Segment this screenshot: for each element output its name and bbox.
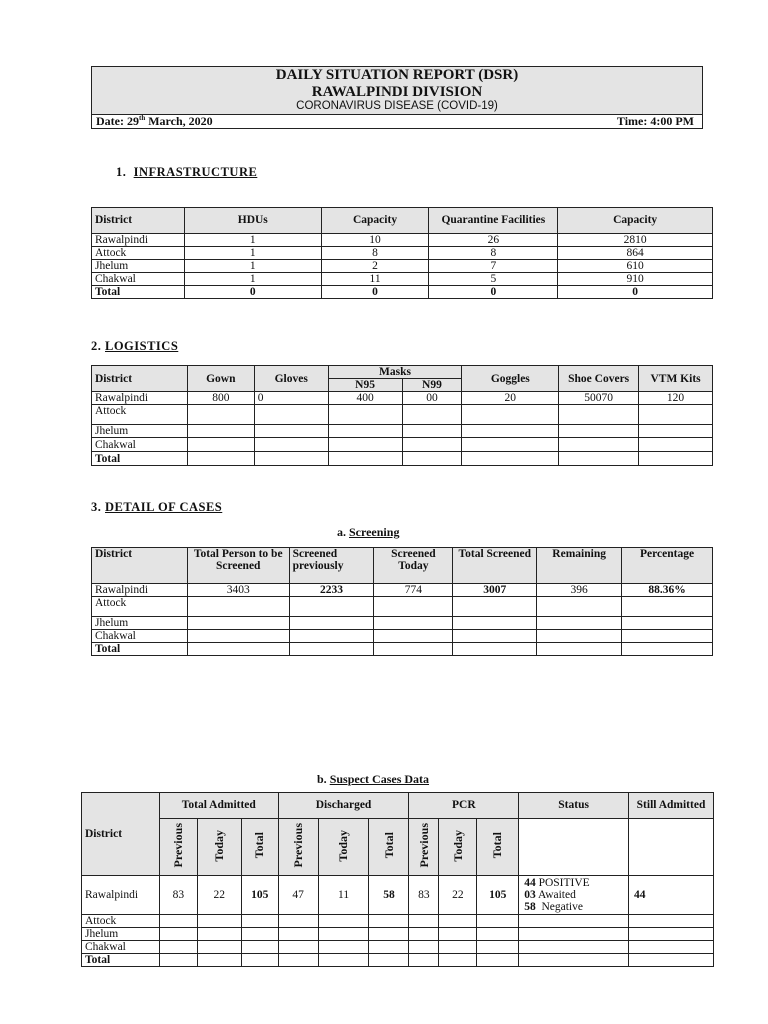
cell: Chakwal <box>92 438 188 452</box>
table-row-total <box>92 452 713 466</box>
disease-subtitle: CORONAVIRUS DISEASE (COVID-19) <box>296 100 498 112</box>
cell: 8 <box>321 247 429 260</box>
col-header: District <box>92 208 185 234</box>
table-row <box>92 617 713 630</box>
cell: 774 <box>374 584 453 597</box>
report-header-title-area <box>92 67 702 115</box>
cell: 5 <box>429 273 558 286</box>
cell: 105 <box>477 876 519 915</box>
cell: Chakwal <box>92 630 188 643</box>
cell: 8 <box>429 247 558 260</box>
col-subheader: Today <box>450 829 465 862</box>
cell: 400 <box>328 392 402 405</box>
col-subheader: Today <box>336 829 351 862</box>
screening-subheading: a. Screening <box>337 525 400 539</box>
col-header: Still Admitted <box>629 793 714 819</box>
col-subheader: Previous <box>416 823 431 868</box>
table-row <box>92 630 713 643</box>
cell: 58 <box>369 876 409 915</box>
cell: Jhelum <box>82 928 160 941</box>
col-header: District <box>92 366 188 392</box>
status-line: 58 Negative <box>524 901 583 914</box>
col-header: District <box>92 548 188 584</box>
col-header: District <box>82 793 160 876</box>
col-subheader: Total <box>381 832 396 859</box>
cell: 10 <box>321 234 429 247</box>
col-subheader: Previous <box>171 823 186 868</box>
table-row <box>92 392 713 405</box>
cell: Total <box>92 643 188 656</box>
logistics-table <box>91 365 713 466</box>
cell: Jhelum <box>92 260 185 273</box>
cell: 1 <box>184 273 321 286</box>
cell: Rawalpindi <box>82 876 160 915</box>
col-header: Capacity <box>321 208 429 234</box>
table-row-total <box>82 954 714 967</box>
cell: Total <box>92 452 188 466</box>
cell: 3007 <box>453 584 537 597</box>
table-row <box>92 597 713 617</box>
table-row <box>92 438 713 452</box>
cell: 0 <box>254 392 328 405</box>
col-header: Shoe Covers <box>559 366 639 392</box>
table-row <box>92 234 713 247</box>
section-infrastructure-heading: 1. INFRASTRUCTURE <box>116 165 258 179</box>
cell: Jhelum <box>92 425 188 438</box>
status-line: 44 POSITIVE <box>524 876 590 889</box>
cell: 83 <box>409 876 439 915</box>
col-header: Masks <box>328 366 462 379</box>
infrastructure-table <box>91 207 713 299</box>
cell: 910 <box>558 273 713 286</box>
col-subheader: Today <box>212 829 226 862</box>
division-title: RAWALPINDI DIVISION <box>311 84 483 100</box>
col-header: Gown <box>187 366 254 392</box>
section-cases-heading: 3. DETAIL OF CASES <box>91 500 223 514</box>
table-row <box>82 928 714 941</box>
cell: Attock <box>92 405 188 425</box>
cell: 11 <box>318 876 369 915</box>
cell: Rawalpindi <box>92 234 185 247</box>
suspect-subheading: b. Suspect Cases Data <box>317 772 430 786</box>
col-header: Capacity <box>558 208 713 234</box>
col-header: Status <box>519 793 629 819</box>
cell: 0 <box>321 286 429 299</box>
cell: Attock <box>92 247 185 260</box>
col-header: HDUs <box>184 208 321 234</box>
cell: 88.36% <box>622 584 713 597</box>
col-header: Screened Today <box>374 548 453 584</box>
col-header: Screened previously <box>289 548 374 584</box>
col-header: Quarantine Facilities <box>429 208 558 234</box>
col-header: Discharged <box>278 793 409 819</box>
cell: 3403 <box>187 584 289 597</box>
table-header-row <box>82 793 714 819</box>
col-header: Total Screened <box>453 548 537 584</box>
cell: Total <box>92 286 185 299</box>
table-row <box>92 405 713 425</box>
cell: Rawalpindi <box>92 584 188 597</box>
cell: 120 <box>639 392 713 405</box>
col-header: Remaining <box>537 548 622 584</box>
col-subheader: Previous <box>290 823 305 868</box>
cell: 1 <box>184 234 321 247</box>
cell: 26 <box>429 234 558 247</box>
report-time: Time: 4:00 PM <box>616 114 694 128</box>
table-row <box>82 941 714 954</box>
cell: 0 <box>558 286 713 299</box>
cell: 610 <box>558 260 713 273</box>
report-header <box>91 66 703 129</box>
cell: Total <box>82 954 160 967</box>
cell: 47 <box>278 876 318 915</box>
cell: 22 <box>197 876 241 915</box>
cell: 22 <box>439 876 477 915</box>
cell: 105 <box>241 876 278 915</box>
cell: 864 <box>558 247 713 260</box>
cell: 2810 <box>558 234 713 247</box>
table-row <box>92 260 713 273</box>
cell: 83 <box>159 876 197 915</box>
cell: Rawalpindi <box>92 392 188 405</box>
table-header-row <box>92 208 713 234</box>
section-logistics-heading: 2. LOGISTICS <box>91 339 179 353</box>
cell: Chakwal <box>92 273 185 286</box>
cell: 7 <box>429 260 558 273</box>
cell: 44 <box>629 876 714 915</box>
cell: 800 <box>187 392 254 405</box>
table-header-row <box>92 366 713 379</box>
cell: Chakwal <box>82 941 160 954</box>
status-cell <box>519 876 629 915</box>
cell: 2 <box>321 260 429 273</box>
table-row <box>92 584 713 597</box>
table-row-total <box>92 286 713 299</box>
col-subheader: Total <box>252 832 267 859</box>
cell: 2233 <box>289 584 374 597</box>
table-subheader-row <box>82 819 714 876</box>
col-header: Total Admitted <box>159 793 278 819</box>
report-title: DAILY SITUATION REPORT (DSR) <box>275 67 519 83</box>
table-row <box>92 247 713 260</box>
col-header: Goggles <box>462 366 559 392</box>
table-row-total <box>92 643 713 656</box>
cell: Attock <box>82 915 160 928</box>
table-row <box>92 273 713 286</box>
col-subheader: Total <box>490 832 505 859</box>
table-row <box>92 425 713 438</box>
cell: 50070 <box>559 392 639 405</box>
col-header: N95 <box>328 379 402 392</box>
cell: Attock <box>92 597 188 617</box>
cell: 0 <box>184 286 321 299</box>
cell: 00 <box>402 392 462 405</box>
cell: 396 <box>537 584 622 597</box>
cell: 1 <box>184 260 321 273</box>
cell: Jhelum <box>92 617 188 630</box>
status-line: 03 Awaited <box>524 888 576 901</box>
col-header: Gloves <box>254 366 328 392</box>
table-header-row <box>92 548 713 584</box>
col-header: VTM Kits <box>639 366 713 392</box>
cell: 11 <box>321 273 429 286</box>
table-row <box>82 915 714 928</box>
report-date: Date: 29th March, 2020 <box>96 114 213 128</box>
col-header: PCR <box>409 793 519 819</box>
screening-table <box>91 547 713 656</box>
cell: 20 <box>462 392 559 405</box>
col-header: Percentage <box>622 548 713 584</box>
table-row <box>82 876 714 915</box>
cell: 1 <box>184 247 321 260</box>
col-header: Total Person to be Screened <box>187 548 289 584</box>
cell: 0 <box>429 286 558 299</box>
suspect-cases-table <box>81 792 714 967</box>
col-header: N99 <box>402 379 462 392</box>
